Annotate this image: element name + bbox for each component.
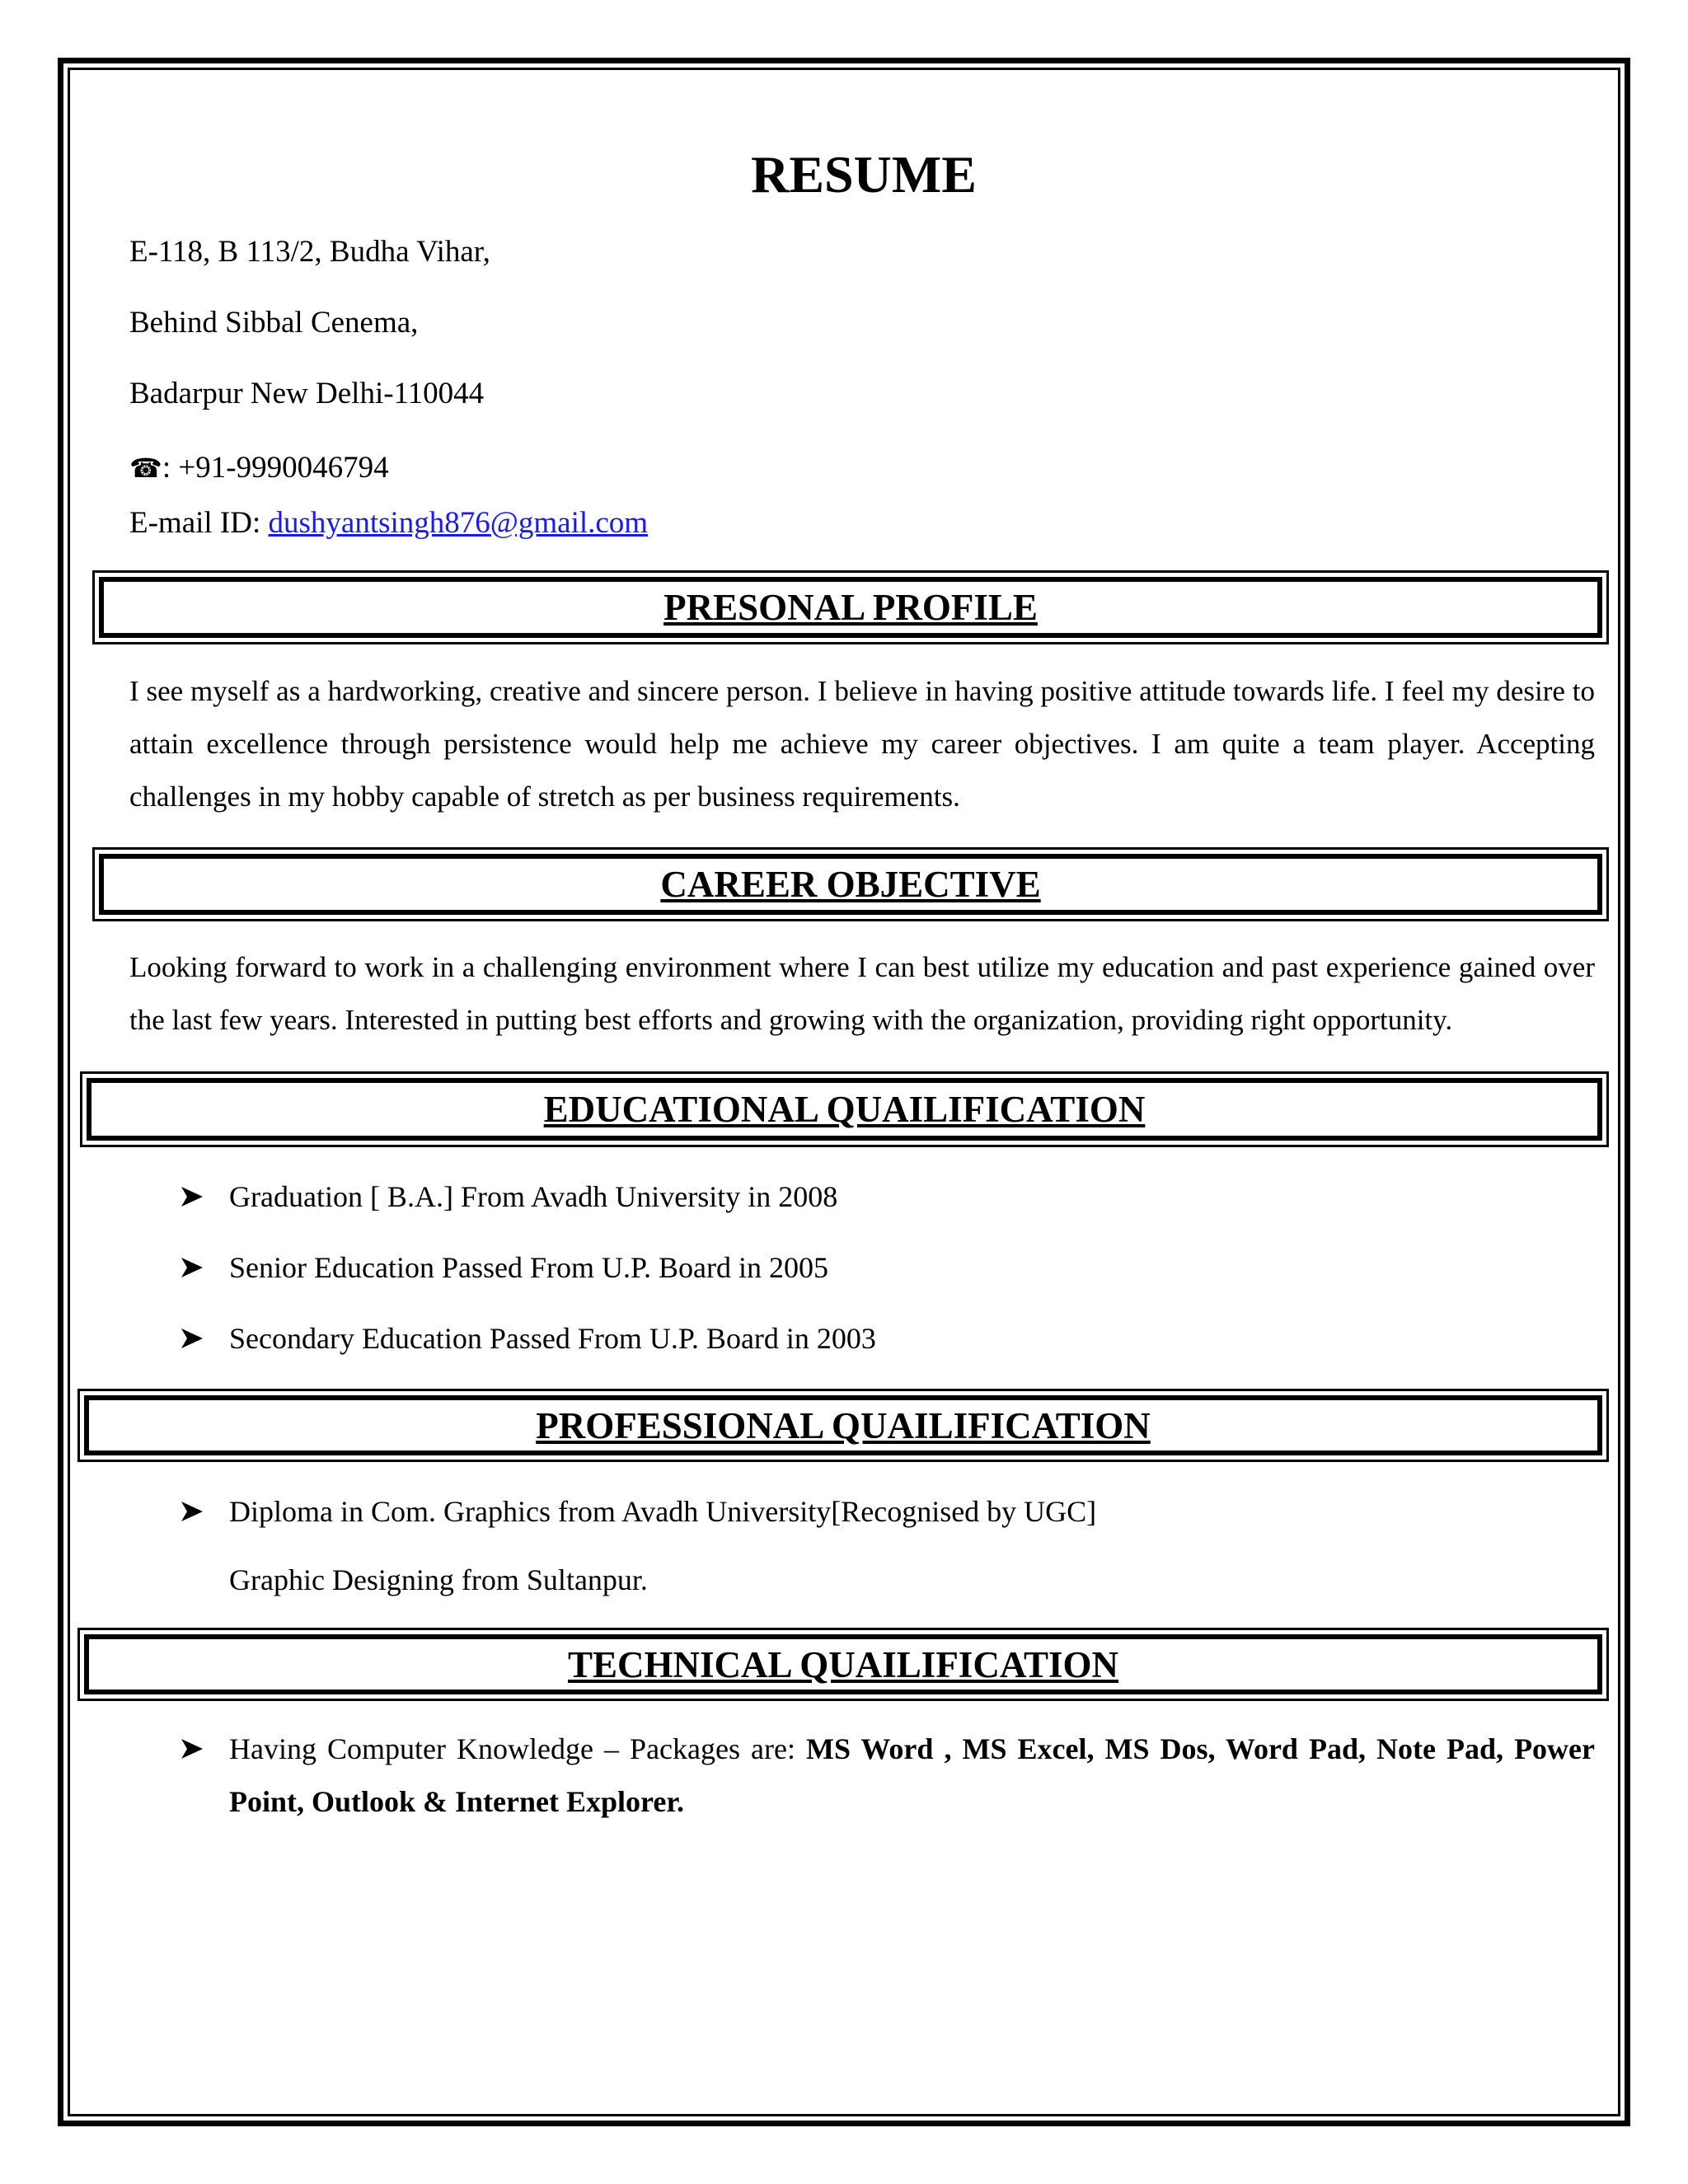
telephone-icon: ☎ — [129, 452, 162, 484]
phone-line — [129, 448, 389, 489]
technical-prefix: Having Computer Knowledge – Packages are: — [229, 1732, 807, 1765]
resume-title: RESUME — [751, 145, 977, 204]
professional-item-continuation: Graphic Designing from Sultanpur. — [229, 1563, 648, 1596]
arrowhead-bullet-icon — [180, 1728, 204, 1769]
technical-heading: TECHNICAL QUAILIFICATION — [84, 1634, 1602, 1694]
career-objective-text: Looking forward to work in a challenging environment where I can best utilize my education and past experience gained over the last few years. Interested in putting best efforts and growing with the organization, providing right opportunity. — [129, 951, 1595, 1036]
address-line-1: E-118, B 113/2, Budha Vihar, — [129, 235, 490, 269]
address-line-3: Badarpur New Delhi-110044 — [129, 377, 485, 410]
professional-item-1: Diploma in Com. Graphics from Avadh University[Recognised by UGC] — [229, 1495, 1097, 1528]
personal-profile-text: I see myself as a hardworking, creative and sincere person. I believe in having positive attitude towards life. I feel my desire to attain excellence through persistence would help me achieve my career objectives. I am quite a team player. Accepting challenges in my hobby capable of stretch as per business requirements. — [129, 675, 1595, 813]
arrowhead-bullet-icon — [180, 1247, 204, 1288]
educational-heading: EDUCATIONAL QUAILIFICATION — [87, 1078, 1602, 1141]
educational-header — [80, 1071, 1609, 1147]
professional-heading: PROFESSIONAL QUAILIFICATION — [84, 1395, 1602, 1455]
email-link[interactable]: dushyantsingh876@gmail.com — [268, 506, 649, 540]
address-line-2: Behind Sibbal Cenema, — [129, 306, 419, 340]
technical-header — [77, 1628, 1609, 1701]
phone-number: : +91-9990046794 — [162, 451, 389, 485]
technical-packages: MS Word , MS Excel, MS Dos, Word Pad, Note Pad, Power Point, Outlook & Internet Explorer. — [229, 1732, 1596, 1818]
professional-header — [77, 1389, 1609, 1462]
email-line — [129, 503, 648, 544]
email-label: E-mail ID: — [129, 506, 269, 540]
arrowhead-bullet-icon — [180, 1176, 204, 1217]
arrowhead-bullet-icon — [180, 1491, 204, 1532]
education-item-1: Graduation [ B.A.] From Avadh University in 2008 — [229, 1180, 838, 1213]
career-objective-heading: CAREER OBJECTIVE — [99, 854, 1602, 915]
education-item-2: Senior Education Passed From U.P. Board in 2005 — [229, 1251, 828, 1284]
personal-profile-header — [92, 570, 1609, 644]
personal-profile-heading: PRESONAL PROFILE — [99, 577, 1602, 638]
technical-item-1 — [229, 1722, 1595, 1828]
education-item-3: Secondary Education Passed From U.P. Board in 2003 — [229, 1322, 876, 1355]
career-objective-header — [92, 847, 1609, 921]
arrowhead-bullet-icon — [180, 1318, 204, 1359]
